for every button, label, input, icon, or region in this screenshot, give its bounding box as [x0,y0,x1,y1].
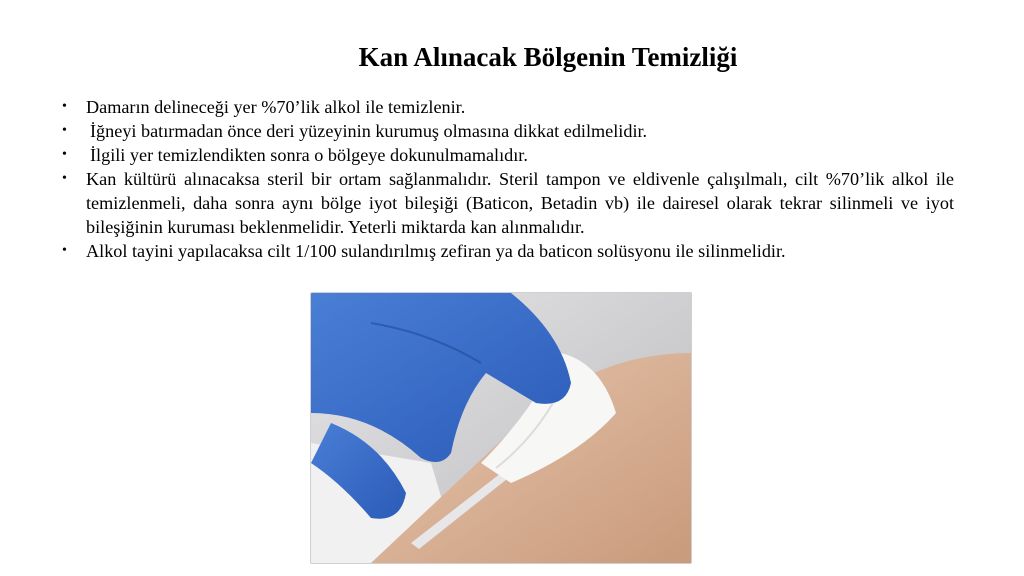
list-item: • İğneyi batırmadan önce deri yüzeyinin kurumuş olmasına dikkat edilmelidir. [62,121,648,141]
bullet-list [62,95,954,263]
bullet-dot: • [62,123,67,138]
skin-cleaning-photo [310,292,692,564]
bullet-dot: • [62,171,67,186]
list-item: • Damarın delineceği yer %70’lik alkol ile temizlenir. [62,97,466,117]
bullet-dot: • [62,243,67,258]
list-item: • Alkol tayini yapılacaksa cilt 1/100 sulandırılmış zefiran ya da baticon solüsyonu ile silinmelidir. [62,241,786,261]
list-item: • Kan kültürü alınacaksa steril bir ortam sağlanmalıdır. Steril tampon ve eldivenle çalışılmalı, cilt %70’lik alkol ile temizlenmeli, daha sonra aynı bölge iyot bileşiği (Baticon, Betadin vb) ile dairesel olarak tekrar silinmeli ve iyot bileşiğinin kuruması beklenmelidir. Yeterli miktarda kan alınmalıdır. [62,169,954,237]
bullet-dot: • [62,147,67,162]
slide-title: Kan Alınacak Bölgenin Temizliği [358,42,738,72]
bullet-dot: • [62,99,67,114]
list-item: • İlgili yer temizlendikten sonra o bölgeye dokunulmamalıdır. [62,145,528,165]
